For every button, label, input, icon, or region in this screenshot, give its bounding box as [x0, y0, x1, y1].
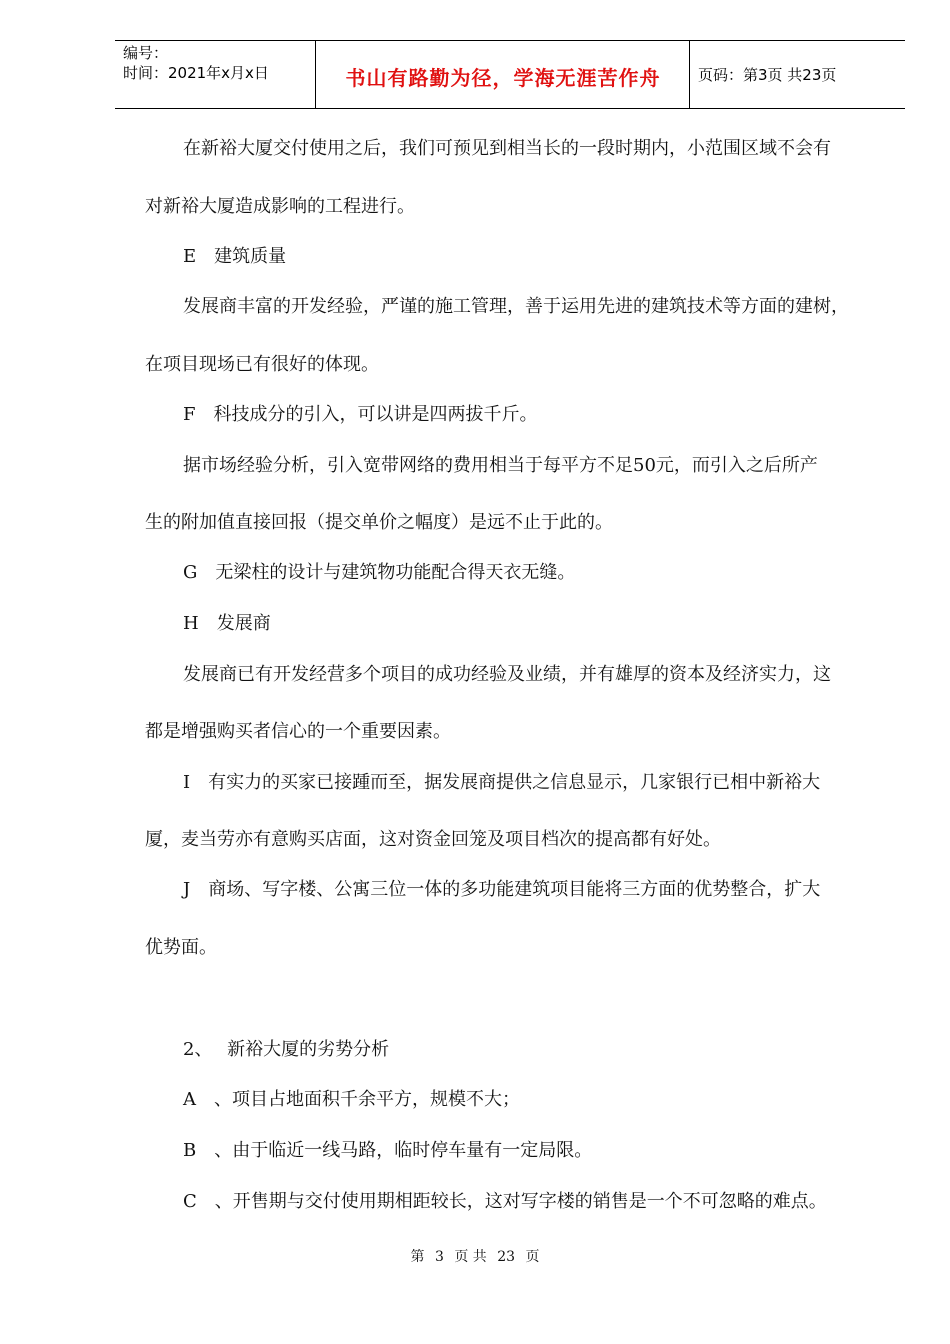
header-page-label: 页码：第3页 共23页 [698, 66, 837, 84]
section-heading: 2、 新裕大厦的劣势分析 [183, 1039, 390, 1060]
page-footer [0, 1246, 950, 1266]
body-line: 在新裕大厦交付使用之后，我们可预见到相当长的一段时期内，小范围区域不会有 [183, 138, 831, 159]
body-line: 优势面。 [145, 937, 217, 958]
footer-total-pages: 23 [497, 1249, 516, 1265]
list-item: B 、由于临近一线马路，临时停车量有一定局限。 [183, 1140, 593, 1161]
body-line: 据市场经验分析，引入宽带网络的费用相当于每平方不足50元，而引入之后所产 [183, 455, 818, 476]
body-line: 发展商丰富的开发经验，严谨的施工管理，善于运用先进的建筑技术等方面的建树， [183, 296, 849, 317]
body-line: 生的附加值直接回报（提交单价之幅度）是远不止于此的。 [145, 512, 613, 533]
list-item: C 、开售期与交付使用期相距较长，这对写字楼的销售是一个不可忽略的难点。 [183, 1191, 827, 1212]
body-line: 厦，麦当劳亦有意购买店面，这对资金回笼及项目档次的提高都有好处。 [145, 829, 721, 850]
body-line: 都是增强购买者信心的一个重要因素。 [145, 721, 451, 742]
section-heading: H 发展商 [183, 613, 271, 634]
footer-prefix: 第 [410, 1249, 425, 1265]
section-heading: G 无梁柱的设计与建筑物功能配合得天衣无缝。 [183, 562, 576, 583]
section-heading: E 建筑质量 [183, 246, 287, 267]
time-label: 时间：2021年x月x日 [123, 64, 269, 82]
list-item: A 、项目占地面积千余平方，规模不大； [183, 1089, 520, 1110]
body-line: I 有实力的买家已接踵而至，据发展商提供之信息显示，几家银行已相中新裕大 [183, 772, 821, 793]
body-line: J 商场、写字楼、公寓三位一体的多功能建筑项目能将三方面的优势整合，扩大 [183, 879, 821, 900]
footer-page-number: 3 [434, 1249, 444, 1265]
body-line: 在项目现场已有很好的体现。 [145, 354, 379, 375]
header-meta [123, 43, 269, 83]
section-heading: F 科技成分的引入，可以讲是四两拔千斤。 [183, 404, 538, 425]
footer-suffix: 页 [525, 1249, 540, 1265]
body-line: 对新裕大厦造成影响的工程进行。 [145, 196, 415, 217]
header-motto: 书山有路勤为径，学海无涯苦作舟 [345, 66, 661, 90]
serial-label: 编号： [123, 44, 169, 62]
body-line: 发展商已有开发经营多个项目的成功经验及业绩，并有雄厚的资本及经济实力，这 [183, 664, 831, 685]
footer-middle: 页 共 [454, 1249, 487, 1265]
